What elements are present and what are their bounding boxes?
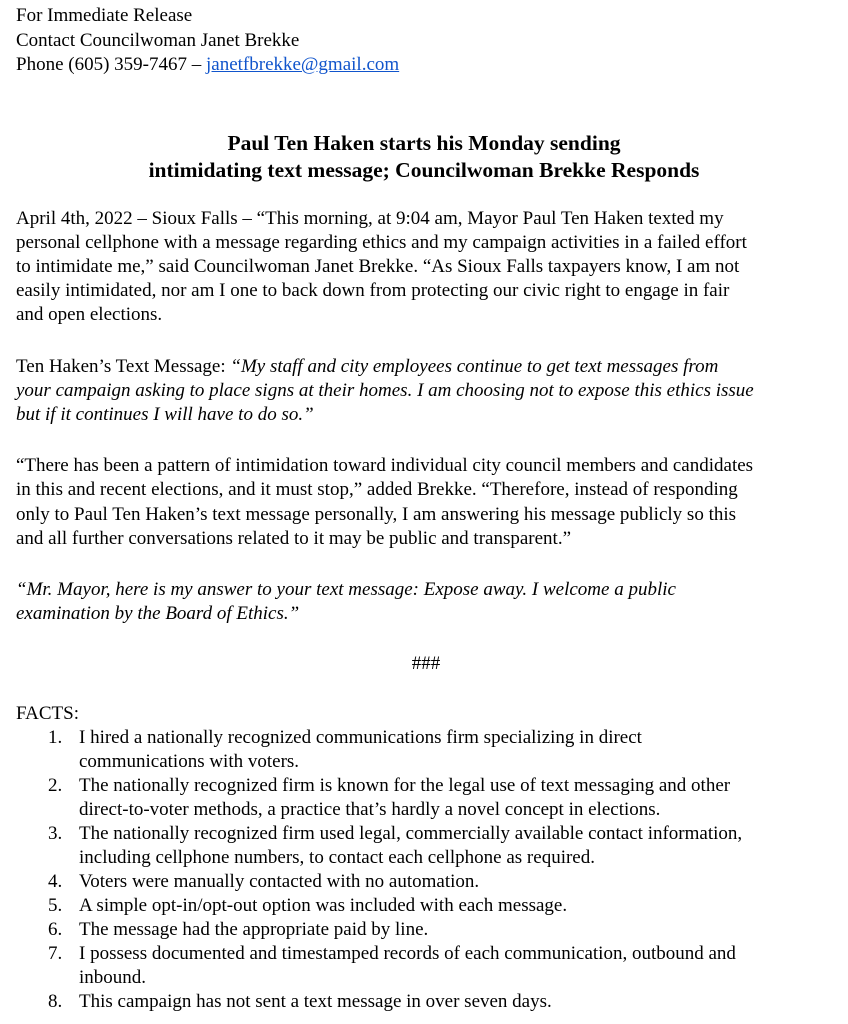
- paragraph-text-message: [16, 355, 842, 428]
- contact-line: Contact Councilwoman Janet Brekke: [16, 29, 300, 51]
- press-release-page: [16, 4, 842, 1014]
- list-line: Voters were manually contacted with no automation.: [79, 871, 480, 893]
- list-number: 3.: [48, 823, 63, 845]
- list-number: 8.: [48, 991, 63, 1013]
- list-line: direct-to-voter methods, a practice that’s hardly a novel concept in elections.: [79, 799, 661, 821]
- quoted-text: “My staff and city employees continue to get text messages from: [230, 355, 719, 377]
- list-number: 1.: [48, 727, 63, 749]
- list-number: 7.: [48, 943, 63, 965]
- paragraph-line: to intimidate me,” said Councilwoman Janet Brekke. “As Sioux Falls taxpayers know, I am not: [16, 255, 740, 277]
- paragraph-line: and open elections.: [16, 304, 163, 326]
- list-line: inbound.: [79, 967, 147, 989]
- list-number: 5.: [48, 895, 63, 917]
- list-item: [16, 990, 842, 1014]
- list-item: [16, 870, 842, 894]
- section-divider: ###: [411, 653, 441, 675]
- paragraph-line: “There has been a pattern of intimidation toward individual city council members and candidates: [16, 455, 754, 477]
- paragraph-line: examination by the Board of Ethics.”: [16, 603, 300, 625]
- list-item: [16, 894, 842, 918]
- list-line: communications with voters.: [79, 751, 300, 773]
- phone-label: Phone (605) 359-7467 –: [16, 54, 206, 75]
- facts-heading: FACTS:: [16, 703, 80, 725]
- paragraph-response: [16, 454, 842, 551]
- list-item: [16, 726, 842, 774]
- paragraph-line: but if it continues I will have to do so.”: [16, 403, 314, 425]
- list-line: The message had the appropriate paid by line.: [79, 919, 429, 941]
- text-message-label: Ten Haken’s Text Message:: [16, 355, 231, 377]
- paragraph-answer: [16, 578, 842, 626]
- list-item: [16, 774, 842, 822]
- paragraph-intro: [16, 207, 842, 328]
- list-line: This campaign has not sent a text message in over seven days.: [79, 991, 552, 1013]
- email-link[interactable]: janetfbrekke@gmail.com: [205, 54, 400, 75]
- headline-line-2: intimidating text message; Councilwoman Brekke Responds: [148, 157, 700, 182]
- list-item: [16, 918, 842, 942]
- list-line: A simple opt-in/opt-out option was included with each message.: [79, 895, 568, 917]
- list-line: I possess documented and timestamped records of each communication, outbound and: [79, 943, 736, 965]
- list-number: 2.: [48, 775, 63, 797]
- release-label: For Immediate Release: [16, 5, 193, 26]
- headline-line-1: Paul Ten Haken starts his Monday sending: [227, 130, 621, 155]
- paragraph-line: “Mr. Mayor, here is my answer to your text message: Expose away. I welcome a public: [16, 578, 676, 600]
- list-number: 6.: [48, 919, 63, 941]
- paragraph-line: easily intimidated, nor am I one to back down from protecting our civic right to engage in fair: [16, 280, 730, 302]
- list-line: including cellphone numbers, to contact each cellphone as required.: [79, 847, 595, 869]
- list-item: [16, 822, 842, 870]
- list-line: The nationally recognized firm used legal, commercially available contact information,: [79, 823, 743, 845]
- paragraph-line: only to Paul Ten Haken’s text message personally, I am answering his message publicly so this: [16, 503, 737, 525]
- facts-list: [16, 726, 842, 1014]
- paragraph-line: your campaign asking to place signs at their homes. I am choosing not to expose this ethics issue: [16, 379, 754, 401]
- phone-line: [16, 53, 842, 78]
- headline: [16, 130, 842, 184]
- paragraph-line: in this and recent elections, and it must stop,” added Brekke. “Therefore, instead of responding: [16, 479, 738, 501]
- paragraph-line: [16, 355, 842, 379]
- list-number: 4.: [48, 871, 63, 893]
- paragraph-line: and all further conversations related to it may be public and transparent.”: [16, 527, 572, 549]
- list-line: I hired a nationally recognized communications firm specializing in direct: [79, 727, 642, 749]
- release-header: [16, 4, 842, 78]
- list-item: [16, 942, 842, 990]
- paragraph-line: personal cellphone with a message regarding ethics and my campaign activities in a failed effort: [16, 231, 747, 253]
- list-line: The nationally recognized firm is known for the legal use of text messaging and other: [79, 775, 731, 797]
- paragraph-line: April 4th, 2022 – Sioux Falls – “This morning, at 9:04 am, Mayor Paul Ten Haken texted my: [16, 207, 724, 229]
